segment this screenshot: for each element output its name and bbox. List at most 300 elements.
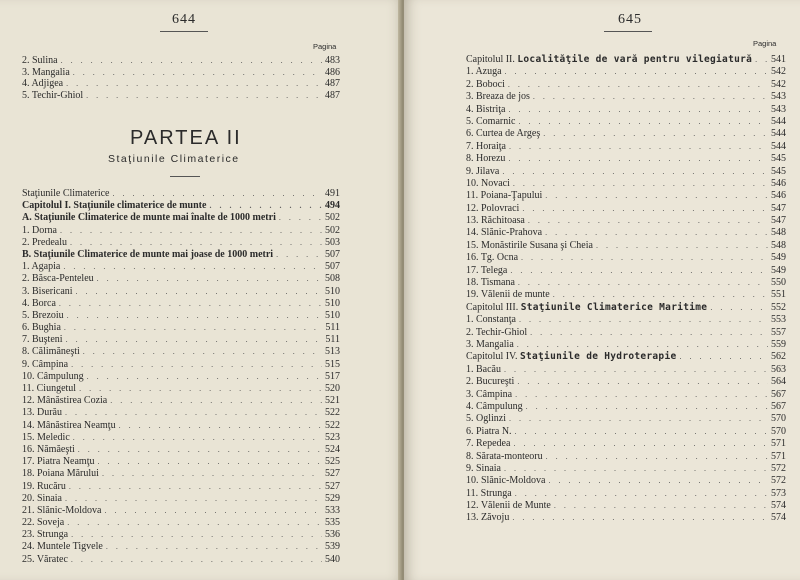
toc-entry <box>466 426 786 438</box>
dot-leader <box>504 464 768 473</box>
toc-entry <box>22 468 340 480</box>
entry-label: 10. Câmpulung <box>22 370 84 382</box>
toc-entry <box>22 55 340 67</box>
dot-leader <box>97 457 322 466</box>
entry-page-number: 513 <box>325 346 340 358</box>
toc-entry <box>466 289 786 301</box>
entry-label: 5. Techir-Ghiol <box>22 89 84 101</box>
dot-leader <box>508 105 768 114</box>
chapter-title: Staţiunile de Hydroterapie <box>519 351 677 363</box>
entry-label: 3. Bisericani <box>22 285 73 297</box>
dot-leader <box>509 142 768 151</box>
left-toc-list <box>22 188 340 566</box>
entry-label: 14. Mânăstirea Neamţu <box>22 419 116 431</box>
toc-entry <box>466 190 786 202</box>
right-header-rule <box>604 31 652 32</box>
entry-label: 11. Strunga <box>466 487 512 499</box>
entry-label: 1. Azuga <box>466 66 502 78</box>
dot-leader <box>518 278 768 287</box>
entry-page-number: 486 <box>325 66 340 78</box>
entry-label: 19. Rucăru <box>22 480 66 492</box>
dot-leader <box>65 408 322 417</box>
entry-label: 3. Breaza de jos <box>466 91 530 103</box>
dot-leader <box>276 250 322 259</box>
dot-leader <box>87 372 322 381</box>
entry-label: 4. Borca <box>22 297 56 309</box>
toc-entry <box>22 383 340 395</box>
dot-leader <box>76 287 322 296</box>
part-title: PARTEA II <box>130 127 242 149</box>
left-header-rule <box>160 31 208 32</box>
entry-label: 3. Câmpina <box>466 388 513 400</box>
entry-page-number: 487 <box>325 78 340 89</box>
dot-leader <box>504 365 768 374</box>
dot-leader <box>515 427 768 436</box>
entry-label: 6. Piatra N. <box>466 425 512 437</box>
entry-label: 9. Sinaia <box>466 462 501 474</box>
dot-leader <box>69 482 322 491</box>
dot-leader <box>73 433 322 442</box>
entry-label: 2. Predealu <box>22 236 67 248</box>
toc-entry <box>466 314 786 326</box>
toc-entry <box>22 200 340 212</box>
entry-label: 8. Horezu <box>466 153 506 165</box>
entry-label: 25. Văratec <box>22 553 68 565</box>
dot-leader <box>680 352 769 361</box>
entry-page-number: 523 <box>325 431 340 443</box>
toc-entry <box>466 128 786 140</box>
entry-page-number: 572 <box>771 475 786 487</box>
entry-page-number: 547 <box>771 202 786 214</box>
dot-leader <box>61 56 322 65</box>
entry-label: 17. Telega <box>466 264 508 276</box>
dot-leader <box>546 452 768 461</box>
toc-entry <box>466 500 786 512</box>
entry-page-number: 570 <box>771 413 786 425</box>
dot-leader <box>66 335 323 344</box>
toc-entry <box>466 178 786 190</box>
entry-page-number: 549 <box>771 252 786 264</box>
toc-entry <box>22 212 340 224</box>
dot-leader <box>79 384 322 393</box>
dot-leader <box>530 328 768 337</box>
dot-leader <box>521 253 768 262</box>
entry-label: 1. Bacău <box>466 363 501 375</box>
toc-entry <box>22 188 340 200</box>
toc-entry <box>22 481 340 493</box>
dot-leader <box>553 290 768 299</box>
entry-label: 7. Horaiţa <box>466 140 506 152</box>
toc-entry <box>22 529 340 541</box>
toc-entry <box>22 541 340 553</box>
right-page <box>404 0 800 580</box>
dot-leader <box>596 241 768 250</box>
dot-leader <box>518 117 768 126</box>
dot-leader <box>513 179 768 188</box>
entry-label: 6. Bughia <box>22 322 61 334</box>
left-top-entries <box>22 55 340 101</box>
toc-entry <box>466 265 786 277</box>
chapter-heading <box>466 351 677 362</box>
toc-entry <box>22 517 340 529</box>
entry-page-number: 533 <box>325 504 340 516</box>
entry-label: 4. Bistriţa <box>466 103 506 115</box>
entry-label: 7. Buşteni <box>22 334 63 346</box>
dot-leader <box>83 347 322 356</box>
entry-label: 14. Slănic-Prahova <box>466 227 543 239</box>
chapter-title: Staţiunile Climaterice Maritime <box>520 301 708 313</box>
dot-leader <box>517 377 768 386</box>
entry-page-number: 502 <box>325 212 340 224</box>
entry-page-number: 570 <box>771 425 786 437</box>
toc-entry <box>22 554 340 566</box>
entry-page-number: 510 <box>325 285 340 297</box>
toc-entry <box>466 166 786 178</box>
entry-page-number: 543 <box>771 103 786 115</box>
dot-leader <box>545 191 768 200</box>
toc-entry <box>22 237 340 249</box>
dot-leader <box>505 67 768 76</box>
entry-page-number: 525 <box>325 456 340 468</box>
dot-leader <box>755 55 768 64</box>
entry-page-number: 573 <box>771 487 786 499</box>
entry-page-number: 541 <box>771 54 786 65</box>
entry-page-number: 567 <box>771 400 786 412</box>
entry-label: 1. Dorna <box>22 224 57 236</box>
entry-page-number: 544 <box>771 140 786 152</box>
entry-page-number: 502 <box>325 224 340 236</box>
dot-leader <box>512 513 768 522</box>
entry-page-number: 511 <box>325 334 340 346</box>
toc-entry <box>22 371 340 383</box>
right-page-number: 645 <box>618 12 642 27</box>
toc-entry <box>466 203 786 215</box>
toc-entry <box>22 273 340 285</box>
dot-leader <box>112 189 322 198</box>
left-column-header: Pagina <box>313 42 337 51</box>
entry-label: 16. Nămăeşti <box>22 443 75 455</box>
dot-leader <box>60 226 322 235</box>
dot-leader <box>502 167 768 176</box>
entry-label: 17. Piatra Neamţu <box>22 456 95 468</box>
dot-leader <box>66 79 322 88</box>
part-divider <box>170 176 200 177</box>
entry-label: 13. Zăvoju <box>466 512 510 524</box>
entry-label: 9. Câmpina <box>22 358 69 370</box>
toc-entry <box>466 451 786 463</box>
entry-label: 2. Sulina <box>22 55 58 66</box>
toc-entry <box>466 488 786 500</box>
dot-leader <box>533 92 768 101</box>
entry-label: A. Staţiunile Climaterice de munte mai înalte de 1000 metri <box>22 212 276 224</box>
entry-label: 5. Oglinzi <box>466 413 506 425</box>
entry-page-number: 536 <box>325 529 340 541</box>
entry-label: 5. Comarnic <box>466 115 516 127</box>
dot-leader <box>543 129 768 138</box>
entry-page-number: 545 <box>771 153 786 165</box>
entry-label: 2. Băsca-Penteleu <box>22 273 94 285</box>
dot-leader <box>209 201 322 210</box>
entry-label: 4. Câmpulung <box>466 400 523 412</box>
entry-page-number: 550 <box>771 277 786 289</box>
entry-label: B. Staţiunile Climaterice de munte mai joase de 1000 metri <box>22 248 274 260</box>
entry-label: 9. Jilava <box>466 165 500 177</box>
toc-entry <box>466 227 786 239</box>
entry-label: 21. Slănic-Moldova <box>22 504 102 516</box>
entry-label: 3. Mangalia <box>22 66 70 78</box>
toc-entry <box>22 286 340 298</box>
entry-label: 18. Tismana <box>466 277 515 289</box>
toc-entry <box>466 401 786 413</box>
toc-entry <box>22 359 340 371</box>
toc-entry <box>22 298 340 310</box>
dot-leader <box>102 469 322 478</box>
chapter-label: Capitolul III. <box>466 301 521 313</box>
dot-leader <box>86 91 322 100</box>
toc-entry <box>22 90 340 102</box>
toc-entry <box>22 432 340 444</box>
toc-entry <box>466 252 786 264</box>
entry-page-number: 574 <box>771 512 786 524</box>
entry-page-number: 483 <box>325 55 340 66</box>
entry-page-number: 552 <box>771 301 786 313</box>
dot-leader <box>71 530 322 539</box>
toc-entry <box>22 261 340 273</box>
toc-entry <box>466 91 786 103</box>
toc-entry <box>466 376 786 388</box>
entry-page-number: 562 <box>771 351 786 363</box>
toc-entry <box>466 475 786 487</box>
dot-leader <box>515 489 768 498</box>
entry-page-number: 545 <box>771 165 786 177</box>
entry-label: 22. Soveja <box>22 517 65 529</box>
entry-page-number: 548 <box>771 227 786 239</box>
dot-leader <box>63 262 322 271</box>
entry-page-number: 546 <box>771 190 786 202</box>
toc-entry <box>466 66 786 78</box>
toc-entry <box>466 413 786 425</box>
entry-page-number: 535 <box>325 517 340 529</box>
entry-label: 2. Bucureşti <box>466 376 515 388</box>
entry-page-number: 511 <box>325 322 340 334</box>
toc-entry <box>22 493 340 505</box>
entry-page-number: 510 <box>325 309 340 321</box>
right-column-header: Pagina <box>753 39 777 48</box>
dot-leader <box>104 506 322 515</box>
entry-page-number: 571 <box>771 450 786 462</box>
entry-page-number: 491 <box>325 188 340 199</box>
entry-label: 1. Agapia <box>22 261 61 273</box>
toc-entry <box>466 277 786 289</box>
entry-label: 3. Mangalia <box>466 338 514 350</box>
dot-leader <box>67 311 322 320</box>
entry-label: 24. Muntele Tigvele <box>22 541 103 553</box>
dot-leader <box>106 542 322 551</box>
entry-page-number: 557 <box>771 326 786 338</box>
entry-label: 15. Monăstirile Susana şi Cheia <box>466 239 593 251</box>
toc-entry <box>22 346 340 358</box>
entry-page-number: 507 <box>325 248 340 260</box>
toc-entry <box>466 302 786 314</box>
toc-entry <box>22 249 340 261</box>
entry-label: 7. Repedea <box>466 438 511 450</box>
entry-page-number: 572 <box>771 462 786 474</box>
entry-label: 20. Sinaia <box>22 492 62 504</box>
entry-label: 15. Meledic <box>22 431 70 443</box>
dot-leader <box>67 518 322 527</box>
right-toc-list <box>466 54 786 525</box>
entry-page-number: 547 <box>771 215 786 227</box>
dot-leader <box>71 555 322 564</box>
dot-leader <box>71 360 322 369</box>
dot-leader <box>97 274 322 283</box>
toc-entry <box>466 327 786 339</box>
dot-leader <box>119 421 322 430</box>
entry-page-number: 553 <box>771 314 786 326</box>
toc-entry <box>466 389 786 401</box>
toc-entry <box>466 79 786 91</box>
toc-entry <box>466 104 786 116</box>
chapter-label: Capitolul II. <box>466 54 518 65</box>
entry-page-number: 563 <box>771 363 786 375</box>
entry-label: 2. Techir-Ghiol <box>466 326 528 338</box>
entry-page-number: 510 <box>325 297 340 309</box>
entry-label: 8. Călimăneşti <box>22 346 80 358</box>
entry-page-number: 543 <box>771 91 786 103</box>
toc-entry <box>22 334 340 346</box>
entry-label: 5. Brezoiu <box>22 309 64 321</box>
entry-page-number: 542 <box>771 66 786 78</box>
dot-leader <box>508 154 768 163</box>
entry-label: 8. Sărata-monteoru <box>466 450 543 462</box>
toc-entry <box>22 322 340 334</box>
entry-page-number: 544 <box>771 115 786 127</box>
entry-label: 10. Novaci <box>466 177 510 189</box>
dot-leader <box>548 476 768 485</box>
entry-page-number: 508 <box>325 273 340 285</box>
toc-entry <box>22 310 340 322</box>
entry-label: 12. Mânăstirea Cozia <box>22 395 108 407</box>
entry-page-number: 551 <box>771 289 786 301</box>
entry-page-number: 559 <box>771 338 786 350</box>
toc-entry <box>22 505 340 517</box>
dot-leader <box>73 68 322 77</box>
dot-leader <box>59 299 322 308</box>
dot-leader <box>554 501 768 510</box>
entry-page-number: 549 <box>771 264 786 276</box>
entry-label: 12. Vălenii de Munte <box>466 500 551 512</box>
entry-label: 6. Curtea de Argeş <box>466 128 541 140</box>
dot-leader <box>515 390 768 399</box>
toc-entry <box>466 240 786 252</box>
toc-entry <box>466 116 786 128</box>
entry-label: 23. Strunga <box>22 529 69 541</box>
entry-page-number: 520 <box>325 383 340 394</box>
toc-entry <box>22 456 340 468</box>
chapter-title: Localităţile de vară pentru vilegiatură <box>517 54 753 65</box>
entry-page-number: 524 <box>325 443 340 455</box>
entry-label: 19. Vălenii de munte <box>466 289 550 301</box>
entry-label: 1. Constanţa <box>466 314 516 326</box>
toc-entry <box>22 67 340 79</box>
entry-page-number: 522 <box>325 407 340 419</box>
entry-label: 4. Adjigea <box>22 78 64 89</box>
entry-page-number: 564 <box>771 376 786 388</box>
dot-leader <box>110 396 322 405</box>
chapter-heading <box>466 54 752 65</box>
entry-page-number: 574 <box>771 500 786 512</box>
dot-leader <box>510 266 768 275</box>
chapter-heading <box>466 302 707 313</box>
dot-leader <box>78 445 322 454</box>
dot-leader <box>508 80 768 89</box>
entry-page-number: 521 <box>325 395 340 407</box>
toc-entry <box>22 407 340 419</box>
entry-label: Staţiunile Climaterice <box>22 188 110 199</box>
entry-page-number: 548 <box>771 239 786 251</box>
dot-leader <box>509 414 768 423</box>
dot-leader <box>528 216 768 225</box>
entry-label: Capitolul I. Staţiunile climaterice de munte <box>22 200 207 212</box>
entry-page-number: 542 <box>771 78 786 90</box>
entry-page-number: 507 <box>325 261 340 273</box>
entry-page-number: 571 <box>771 438 786 450</box>
toc-entry <box>466 153 786 165</box>
toc-entry <box>466 512 786 524</box>
chapter-label: Capitolul IV. <box>466 351 520 363</box>
left-page-number: 644 <box>172 12 196 27</box>
dot-leader <box>526 402 768 411</box>
dot-leader <box>65 494 322 503</box>
toc-entry <box>22 420 340 432</box>
entry-page-number: 544 <box>771 128 786 140</box>
toc-entry <box>22 225 340 237</box>
entry-label: 10. Slănic-Moldova <box>466 475 546 487</box>
dot-leader <box>522 204 768 213</box>
toc-entry <box>22 444 340 456</box>
dot-leader <box>279 213 322 222</box>
entry-page-number: 527 <box>325 468 340 480</box>
dot-leader <box>70 238 322 247</box>
entry-page-number: 529 <box>325 492 340 504</box>
entry-page-number: 487 <box>325 89 340 101</box>
toc-entry <box>466 339 786 351</box>
entry-label: 12. Polovraci <box>466 202 520 214</box>
entry-page-number: 539 <box>325 541 340 553</box>
entry-label: 11. Poiana-Ţapului <box>466 190 543 202</box>
toc-entry <box>466 54 786 66</box>
entry-page-number: 540 <box>325 553 340 565</box>
entry-page-number: 515 <box>325 358 340 370</box>
dot-leader <box>64 323 322 332</box>
dot-leader <box>517 340 768 349</box>
toc-entry <box>22 395 340 407</box>
entry-page-number: 527 <box>325 480 340 492</box>
toc-entry <box>466 215 786 227</box>
toc-entry <box>466 463 786 475</box>
entry-page-number: 522 <box>325 419 340 431</box>
dot-leader <box>519 315 768 324</box>
entry-page-number: 567 <box>771 388 786 400</box>
entry-label: 18. Poiana Mărului <box>22 468 99 480</box>
toc-entry <box>466 141 786 153</box>
dot-leader <box>710 303 768 312</box>
entry-page-number: 494 <box>325 200 340 212</box>
entry-label: 11. Ciungetul <box>22 383 77 394</box>
part-subtitle: Staţiunile Climaterice <box>108 153 240 165</box>
entry-label: 16. Tg. Ocna <box>466 252 519 264</box>
toc-entry <box>466 364 786 376</box>
